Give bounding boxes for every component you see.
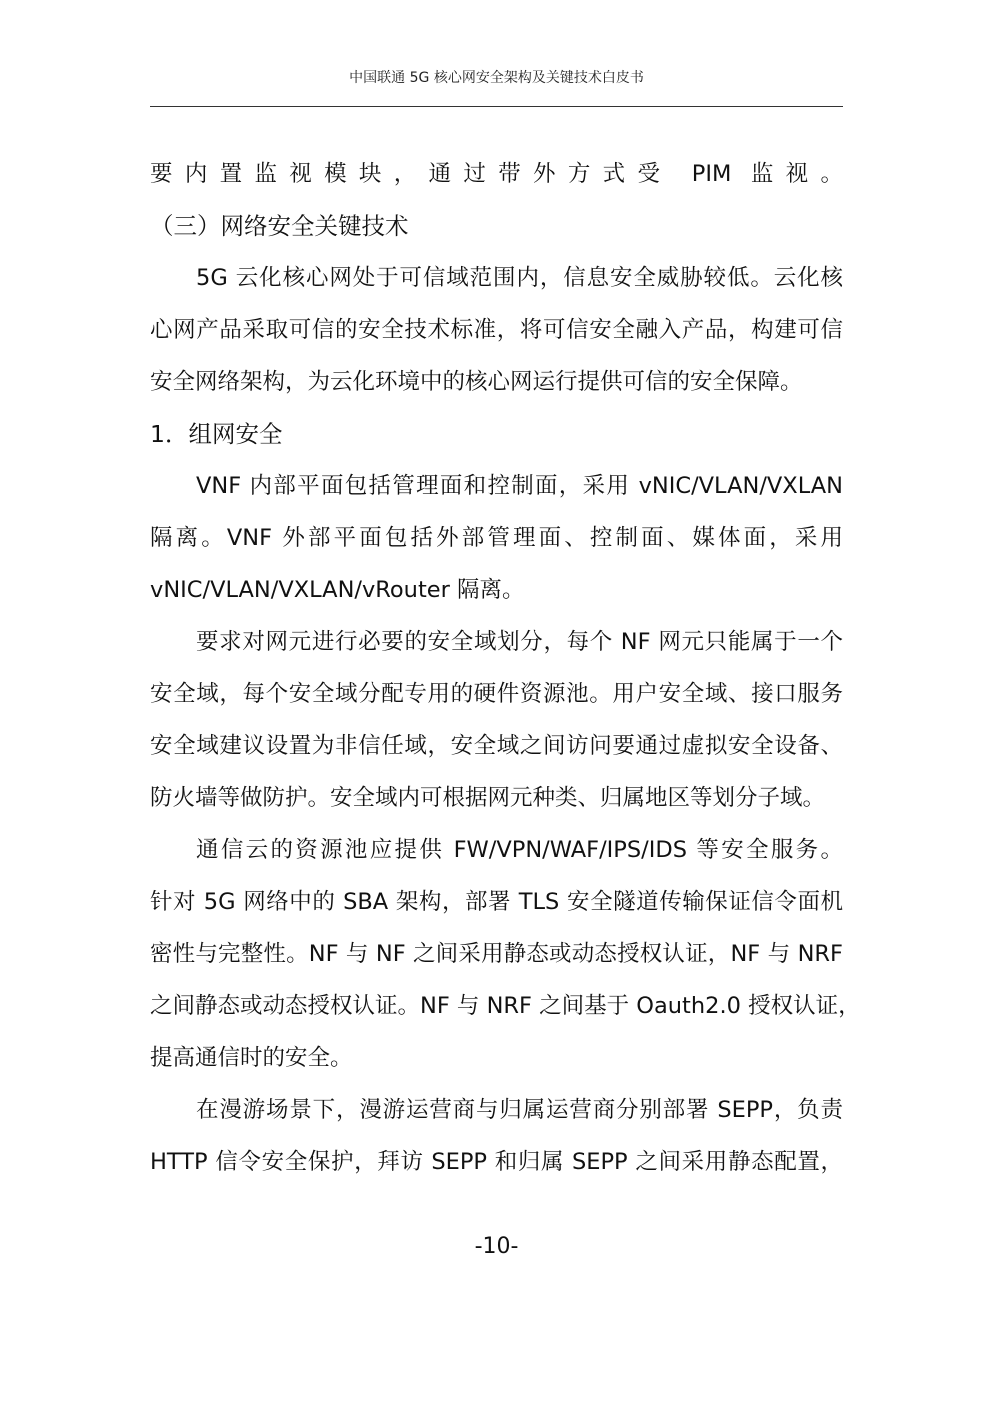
paragraph-line: VNF 内部平面包括管理面和控制面，采用 vNIC/VLAN/VXLAN — [196, 473, 843, 499]
paragraph-line: 心网产品采取可信的安全技术标准，将可信安全融入产品，构建可信 — [150, 317, 843, 343]
paragraph-line: 5G 云化核心网处于可信域范围内，信息安全威胁较低。云化核 — [196, 265, 843, 291]
paragraph-line: 针对 5G 网络中的 SBA 架构，部署 TLS 安全隧道传输保证信令面机 — [150, 889, 843, 915]
paragraph-line: 要求对网元进行必要的安全域划分，每个 NF 网元只能属于一个 — [196, 629, 843, 655]
page-number: -10- — [474, 1234, 519, 1259]
paragraph-line: 在漫游场景下，漫游运营商与归属运营商分别部署 SEPP，负责 — [196, 1097, 843, 1123]
paragraph-line: 之间静态或动态授权认证。NF 与 NRF 之间基于 Oauth2.0 授权认证， — [150, 993, 861, 1019]
paragraph-line: 提高通信时的安全。 — [150, 1045, 353, 1071]
paragraph-line: vNIC/VLAN/VXLAN/vRouter 隔离。 — [150, 577, 525, 603]
paragraph-line: 防火墙等做防护。安全域内可根据网元种类、归属地区等划分子域。 — [150, 785, 826, 811]
paragraph-line: 通信云的资源池应提供 FW/VPN/WAF/IPS/IDS 等安全服务。 — [196, 837, 843, 863]
paragraph-line: 安全域，每个安全域分配专用的硬件资源池。用户安全域、接口服务 — [150, 681, 843, 707]
paragraph-line: 密性与完整性。NF 与 NF 之间采用静态或动态授权认证，NF 与 NRF — [150, 941, 843, 967]
paragraph-line: 要内置监视模块，通过带外方式受 PIM 监视。 — [150, 161, 843, 187]
subsection-heading: 1．组网安全 — [150, 420, 283, 448]
paragraph-line: 安全网络架构，为云化环境中的核心网运行提供可信的安全保障。 — [150, 369, 803, 395]
section-heading: （三）网络安全关键技术 — [150, 212, 409, 240]
paragraph-line: 隔离。VNF 外部平面包括外部管理面、控制面、媒体面，采用 — [150, 525, 843, 551]
paragraph-line: HTTP 信令安全保护，拜访 SEPP 和归属 SEPP 之间采用静态配置， — [150, 1149, 843, 1175]
document-body — [150, 148, 861, 1188]
header-divider — [150, 106, 843, 107]
paragraph-line: 安全域建议设置为非信任域，安全域之间访问要通过虚拟安全设备、 — [150, 733, 843, 759]
running-header: 中国联通 5G 核心网安全架构及关键技术白皮书 — [349, 70, 644, 86]
